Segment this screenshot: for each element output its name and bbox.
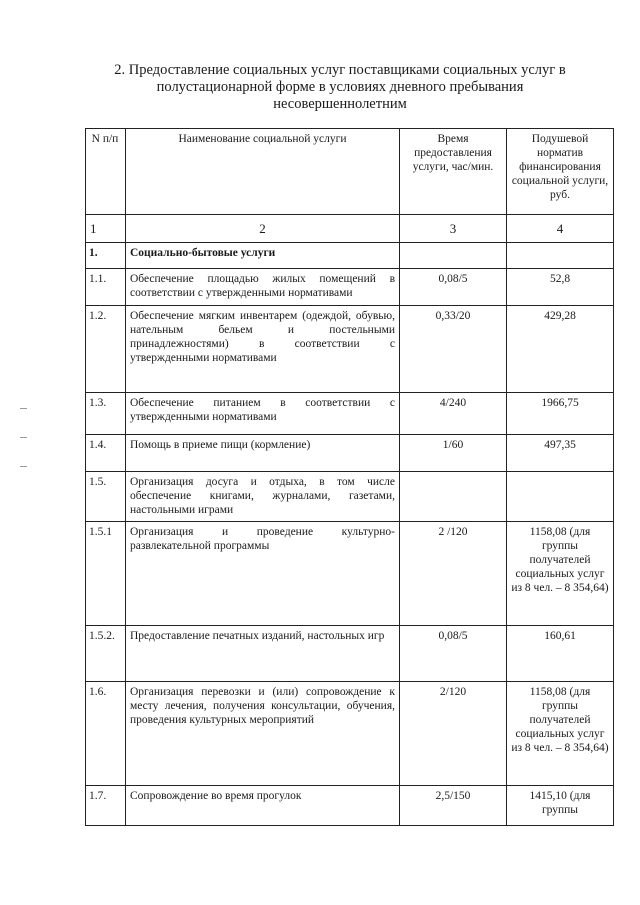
table-row [86,243,614,269]
table-row [86,472,614,522]
service-cost [507,243,614,269]
service-name: Организация и проведение культурно-развлекательной программы [126,522,400,626]
table-row [86,435,614,472]
header-num: N п/п [86,129,126,215]
service-time [400,243,507,269]
service-time: 2 /120 [400,522,507,626]
service-name: Сопровождение во время прогулок [126,786,400,826]
row-number: 1.2. [86,306,126,393]
service-time: 4/240 [400,393,507,435]
column-index-row [86,215,614,243]
service-cost: 1966,75 [507,393,614,435]
table-row [86,306,614,393]
service-cost: 1415,10 (для группы [507,786,614,826]
table-row [86,682,614,786]
row-number: 1.5. [86,472,126,522]
service-time: 0,08/5 [400,269,507,306]
service-cost: 497,35 [507,435,614,472]
service-name: Обеспечение площадью жилых помещений в соответствии с утвержденными нормативами [126,269,400,306]
title-line-2: полустационарной форме в условиях дневного пребывания [156,79,524,95]
service-cost: 429,28 [507,306,614,393]
service-cost: 1158,08 (для группы получателей социальных услуг из 8 чел. – 8 354,64) [507,522,614,626]
table-row [86,269,614,306]
scan-margin-mark [20,466,27,467]
table-row [86,786,614,826]
service-cost [507,472,614,522]
section-title [70,62,610,113]
header-time: Время предоставления услуги, час/мин. [400,129,507,215]
service-cost: 52,8 [507,269,614,306]
service-name: Обеспечение мягким инвентарем (одеждой, обувью, нательным бельем и постельными принадлежностями) в соответствии с утвержденными нормативами [126,306,400,393]
service-cost: 1158,08 (для группы получателей социальных услуг из 8 чел. – 8 354,64) [507,682,614,786]
scan-margin-mark [20,437,27,438]
title-line-3: несовершеннолетним [273,96,407,112]
table-row [86,522,614,626]
row-number: 1.1. [86,269,126,306]
service-name: Организация досуга и отдыха, в том числе обеспечение книгами, журналами, газетами, настольными играми [126,472,400,522]
row-number: 1. [86,243,126,269]
row-number: 1.5.2. [86,626,126,682]
column-index: 3 [400,215,507,243]
table-row [86,626,614,682]
service-cost: 160,61 [507,626,614,682]
column-index: 4 [507,215,614,243]
column-index: 2 [126,215,400,243]
row-number: 1.5.1 [86,522,126,626]
service-name: Предоставление печатных изданий, настольных игр [126,626,400,682]
service-time [400,472,507,522]
service-time: 2,5/150 [400,786,507,826]
service-time: 0,33/20 [400,306,507,393]
service-name: Социально-бытовые услуги [126,243,400,269]
service-time: 0,08/5 [400,626,507,682]
service-name: Обеспечение питанием в соответствии с утвержденными нормативами [126,393,400,435]
row-number: 1.6. [86,682,126,786]
service-name: Помощь в приеме пищи (кормление) [126,435,400,472]
table-header-row [86,129,614,215]
service-name: Организация перевозки и (или) сопровождение к месту лечения, получения консультации, обучения, проведения культурных мероприятий [126,682,400,786]
service-time: 1/60 [400,435,507,472]
row-number: 1.3. [86,393,126,435]
header-name: Наименование социальной услуги [126,129,400,215]
services-table [85,128,614,826]
header-cost: Подушевой норматив финансирования социальной услуги, руб. [507,129,614,215]
table-row [86,393,614,435]
row-number: 1.7. [86,786,126,826]
title-line-1: 2. Предоставление социальных услуг поставщиками социальных услуг в [114,62,566,78]
row-number: 1.4. [86,435,126,472]
service-time: 2/120 [400,682,507,786]
column-index: 1 [86,215,126,243]
scan-margin-mark [20,408,27,409]
